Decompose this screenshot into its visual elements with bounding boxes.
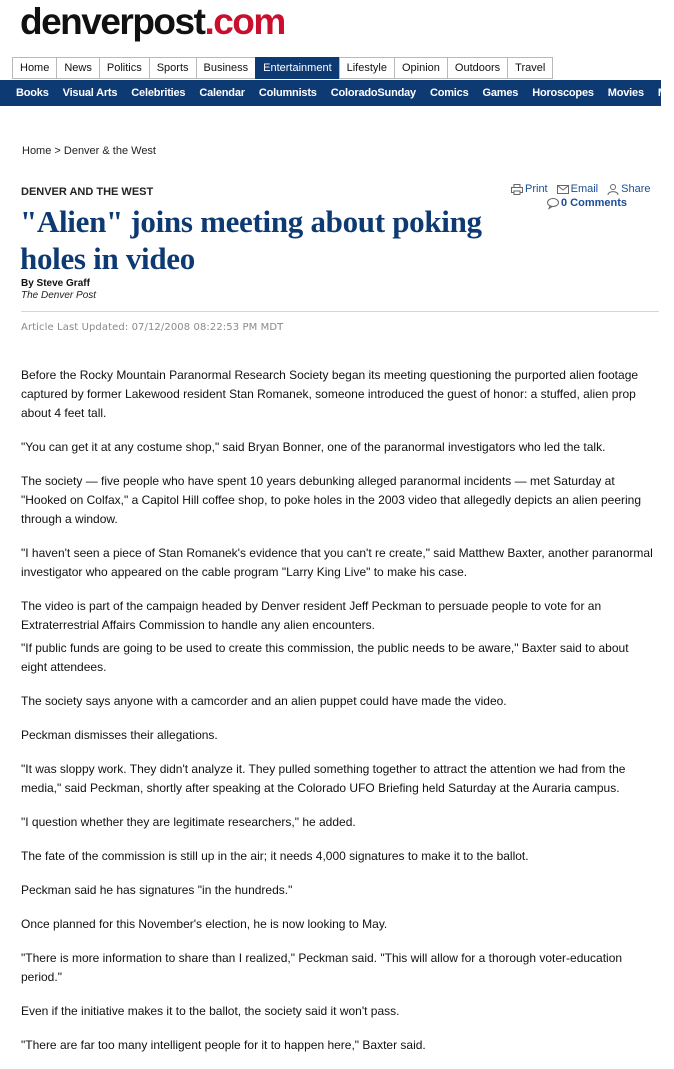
- paragraph: The fate of the commission is still up in the air; it needs 4,000 signatures to make it to the ballot.: [21, 849, 529, 863]
- comment-icon: [547, 198, 559, 209]
- print-button[interactable]: [511, 183, 548, 195]
- tab-home[interactable]: Home: [12, 57, 56, 79]
- logo-tld-text: .com: [204, 1, 285, 42]
- article-body: [21, 366, 656, 1055]
- print-icon: [511, 184, 523, 195]
- article-tools: [511, 183, 661, 212]
- paragraph: "It was sloppy work. They didn't analyze it. They pulled something together to attract the attention we had from the media," said Peckman, shortly after speaking at the Colorado UFO Briefing held Saturday at the Auraria campus.: [21, 762, 626, 795]
- paragraph: The video is part of the campaign headed by Denver resident Jeff Peckman to persuade people to vote for an Extraterrestrial Affairs Commission to handle any alien encounters.: [21, 599, 602, 632]
- paragraph: "If public funds are going to be used to create this commission, the public needs to be aware," Baxter said to about eight attendees.: [21, 641, 629, 674]
- tab-business[interactable]: Business: [196, 57, 256, 79]
- subnav-coloradosunday[interactable]: ColoradoSunday: [330, 87, 416, 99]
- subnav-celebrities[interactable]: Celebrities: [131, 87, 186, 99]
- breadcrumb[interactable]: Home > Denver & the West: [22, 145, 156, 157]
- tab-entertainment[interactable]: Entertainment: [255, 57, 338, 79]
- paragraph: Even if the initiative makes it to the ballot, the society said it won't pass.: [21, 1004, 400, 1018]
- last-updated: Article Last Updated: 07/12/2008 08:22:53 PM MDT: [21, 322, 284, 333]
- paragraph: The society — five people who have spent 10 years debunking alleged paranormal incidents — met Saturday at "Hooked on Colfax," a Capitol Hill coffee shop, to poke holes in the 2003 video that allegedly depicts an alien peering through a window.: [21, 474, 642, 526]
- tab-opinion[interactable]: Opinion: [394, 57, 447, 79]
- subnav-movies[interactable]: Movies: [607, 87, 644, 99]
- email-button[interactable]: [557, 183, 599, 195]
- tab-travel[interactable]: Travel: [507, 57, 553, 79]
- share-button[interactable]: [607, 183, 650, 195]
- subnav-columnists[interactable]: Columnists: [258, 87, 317, 99]
- subnav-comics[interactable]: Comics: [429, 87, 469, 99]
- byline: By Steve Graff: [21, 278, 90, 289]
- paragraph: "You can get it at any costume shop," said Bryan Bonner, one of the paranormal investigators who led the talk.: [21, 440, 606, 454]
- paragraph: "There are far too many intelligent people for it to happen here," Baxter said.: [21, 1038, 426, 1052]
- paragraph: Once planned for this November's election, he is now looking to May.: [21, 917, 388, 931]
- paragraph: Before the Rocky Mountain Paranormal Research Society began its meeting questioning the purported alien footage captured by former Lakewood resident Stan Romanek, someone introduced the guest of honor: a stuffed, alien prop about 4 feet tall.: [21, 368, 639, 420]
- paragraph: "I haven't seen a piece of Stan Romanek's evidence that you can't re create," said Matthew Baxter, another paranormal investigator who appeared on the cable program "Larry King Live" to make his case.: [21, 546, 653, 579]
- comments-label: 0 Comments: [561, 197, 628, 209]
- divider: [21, 311, 659, 312]
- email-label: Email: [570, 183, 599, 195]
- share-label: Share: [621, 183, 651, 195]
- paragraph: "I question whether they are legitimate researchers," he added.: [21, 815, 356, 829]
- tab-outdoors[interactable]: Outdoors: [447, 57, 507, 79]
- subnav-visual-arts[interactable]: Visual Arts: [62, 87, 118, 99]
- print-label: Print: [525, 183, 548, 195]
- primary-nav: [12, 57, 553, 79]
- subnav-horoscopes[interactable]: Horoscopes: [532, 87, 594, 99]
- subnav-books[interactable]: Books: [16, 87, 49, 99]
- subnav-calendar[interactable]: Calendar: [199, 87, 245, 99]
- logo-main-text: denverpost: [20, 1, 205, 42]
- paragraph: The society says anyone with a camcorder and an alien puppet could have made the video.: [21, 694, 507, 708]
- byline-source: The Denver Post: [21, 290, 97, 301]
- email-icon: [557, 184, 569, 195]
- secondary-nav: [0, 80, 667, 106]
- tab-politics[interactable]: Politics: [99, 57, 149, 79]
- tab-news[interactable]: News: [56, 57, 99, 79]
- subnav-games[interactable]: Games: [482, 87, 519, 99]
- site-logo[interactable]: [20, 2, 285, 42]
- comments-link[interactable]: [547, 197, 627, 209]
- subnav-truncated[interactable]: M: [657, 87, 667, 99]
- paragraph: Peckman said he has signatures "in the hundreds.": [21, 883, 293, 897]
- tab-lifestyle[interactable]: Lifestyle: [339, 57, 394, 79]
- section-label: DENVER AND THE WEST: [21, 186, 154, 198]
- tab-sports[interactable]: Sports: [149, 57, 196, 79]
- paragraph: Peckman dismisses their allegations.: [21, 728, 218, 742]
- share-icon: [607, 184, 619, 195]
- paragraph: "There is more information to share than I realized," Peckman said. "This will allow for a thorough voter-education period.": [21, 951, 623, 984]
- article-headline: "Alien" joins meeting about poking holes in video: [20, 204, 482, 276]
